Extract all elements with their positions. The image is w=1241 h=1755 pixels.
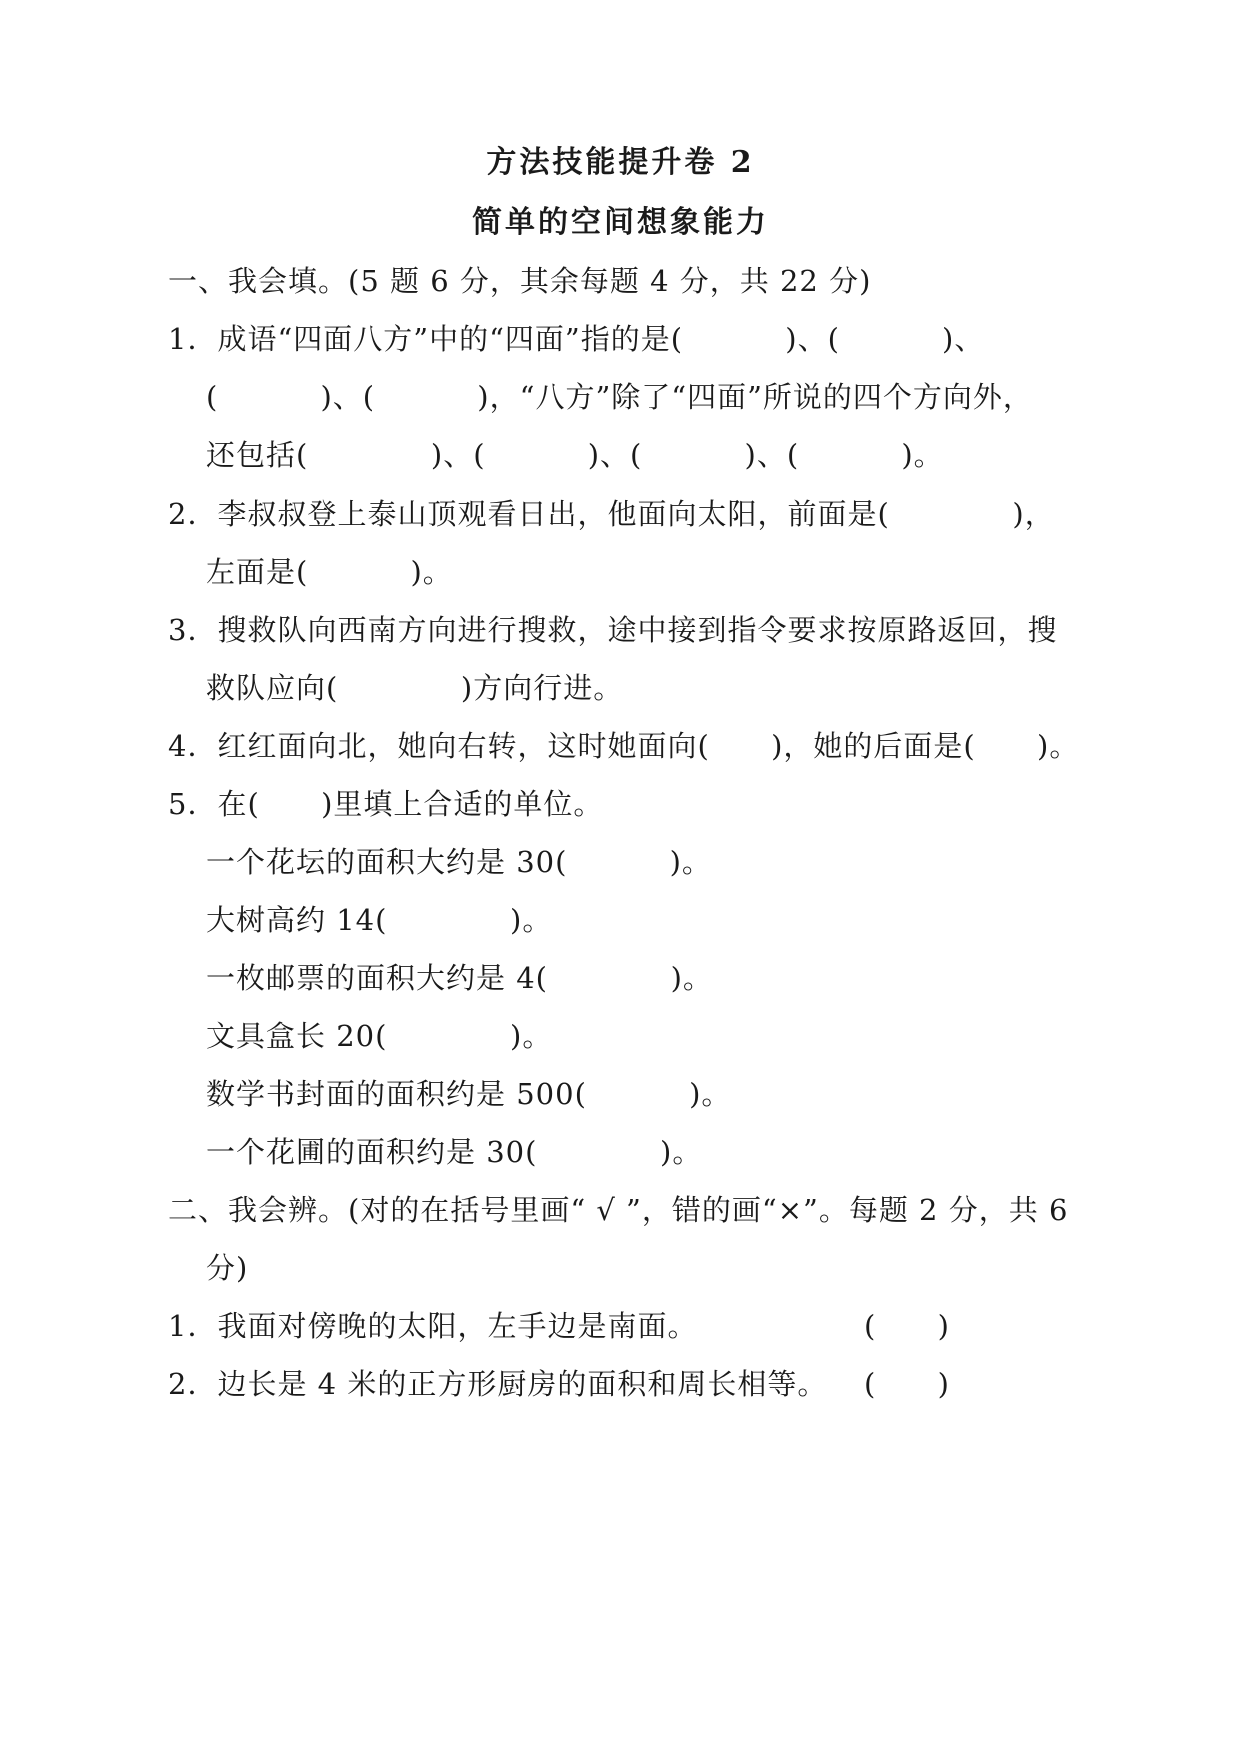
q5-item: 一个花坛的面积大约是 30( )。 (206, 845, 712, 879)
section2-heading-line1: 二、我会辨。(对的在括号里画“ √ ”，错的画“×”。每题 2 分，共 6 (168, 1193, 1069, 1227)
judge-item-bracket[interactable]: ( ) (864, 1367, 950, 1401)
judge-item-text: 2．边长是 4 米的正方形厨房的面积和周长相等。 (168, 1367, 828, 1401)
q5-item: 一枚邮票的面积大约是 4( )。 (206, 961, 713, 995)
section1-heading: 一、我会填。(5 题 6 分，其余每题 4 分，共 22 分) (168, 264, 872, 298)
q5-item: 文具盒长 20( )。 (206, 1019, 553, 1053)
section2-heading-line2: 分) (206, 1251, 249, 1285)
q2-line1: 2．李叔叔登上泰山顶观看日出，他面向太阳，前面是( )， (168, 497, 1055, 531)
q5-item: 一个花圃的面积约是 30( )。 (206, 1135, 703, 1169)
q5-item: 数学书封面的面积约是 500( )。 (206, 1077, 732, 1111)
q3-line2: 救队应向( )方向行进。 (206, 671, 624, 705)
judge-item-text: 1．我面对傍晚的太阳，左手边是南面。 (168, 1309, 698, 1343)
q1-line1: 1．成语“四面八方”中的“四面”指的是( )、( )、 (168, 322, 985, 356)
q5-item: 大树高约 14( )。 (206, 903, 553, 937)
q1-line2: ( )、( )，“八方”除了“四面”所说的四个方向外， (206, 380, 1033, 414)
q1-line3: 还包括( )、( )、( )、( )。 (206, 438, 944, 472)
page-title: 方法技能提升卷 2 (486, 145, 755, 180)
q5-line1: 5．在( )里填上合适的单位。 (168, 787, 604, 821)
page-subtitle: 简单的空间想象能力 (472, 205, 769, 240)
judge-item-bracket[interactable]: ( ) (864, 1309, 950, 1343)
q3-line1: 3．搜救队向西南方向进行搜救，途中接到指令要求按原路返回，搜 (168, 613, 1058, 647)
q4-line1: 4．红红面向北，她向右转，这时她面向( )，她的后面是( )。 (168, 729, 1080, 763)
q2-line2: 左面是( )。 (206, 555, 453, 589)
